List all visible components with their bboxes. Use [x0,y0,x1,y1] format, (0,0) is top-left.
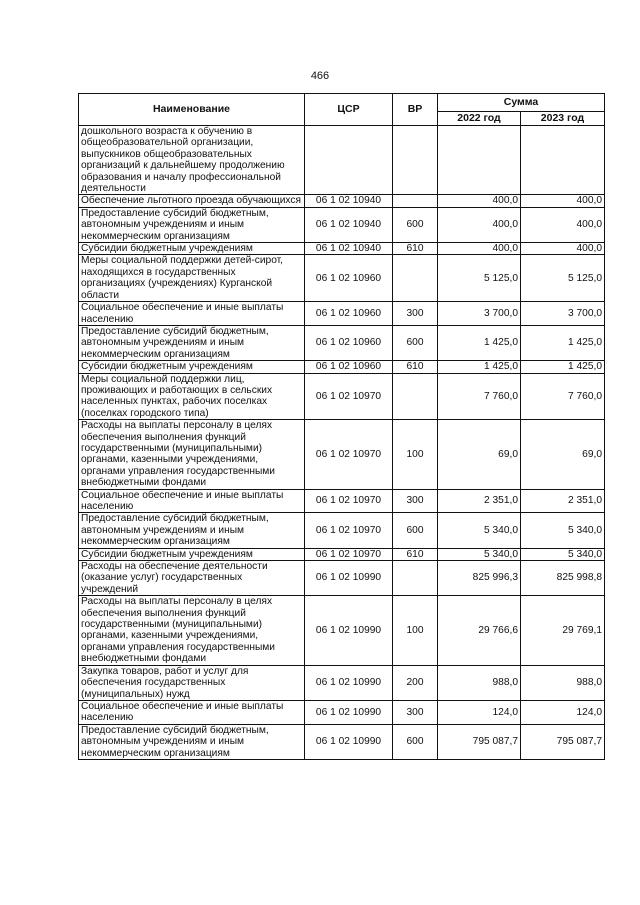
table-row [79,255,605,302]
cell-sum-2023: 5 340,0 [521,513,605,548]
cell-sum-2023: 988,0 [521,665,605,700]
cell-sum-2022 [438,126,521,195]
cell-vr [393,126,438,195]
cell-name: Социальное обеспечение и иные выплаты населению [79,700,305,724]
header-csr: ЦСР [305,94,393,126]
cell-sum-2023: 400,0 [521,207,605,242]
cell-sum-2022: 29 766,6 [438,596,521,665]
cell-sum-2023: 5 340,0 [521,548,605,560]
cell-sum-2022: 400,0 [438,195,521,207]
cell-vr: 200 [393,665,438,700]
table-row [79,420,605,489]
cell-name: Предоставление субсидий бюджетным, автономным учреждениям и иным некоммерческим организациям [79,207,305,242]
cell-name: Расходы на выплаты персоналу в целях обеспечения выполнения функций государственными (муниципальными) органами, казенными учреждениями, органами управления государственными внебюджетными фондами [79,420,305,489]
cell-name: Социальное обеспечение и иные выплаты населению [79,302,305,326]
table-row [79,724,605,759]
table-row [79,126,605,195]
cell-vr [393,195,438,207]
table-body [79,126,605,760]
cell-csr: 06 1 02 10990 [305,700,393,724]
cell-vr: 100 [393,596,438,665]
table-row [79,548,605,560]
table-header [79,94,605,126]
table-row [79,195,605,207]
cell-name: Обеспечение льготного проезда обучающихся [79,195,305,207]
cell-csr: 06 1 02 10990 [305,596,393,665]
cell-csr: 06 1 02 10990 [305,561,393,596]
cell-vr: 300 [393,489,438,513]
header-year-2023: 2023 год [521,112,605,126]
cell-name: Меры социальной поддержки детей-сирот, находящихся в государственных организациях (учреждениях) Курганской области [79,255,305,302]
cell-csr: 06 1 02 10970 [305,373,393,420]
cell-name: Субсидии бюджетным учреждениям [79,243,305,255]
cell-sum-2022: 400,0 [438,243,521,255]
cell-sum-2022: 400,0 [438,207,521,242]
cell-sum-2022: 5 340,0 [438,513,521,548]
cell-sum-2023: 400,0 [521,195,605,207]
cell-sum-2022: 5 340,0 [438,548,521,560]
cell-vr: 600 [393,325,438,360]
table-row [79,373,605,420]
cell-vr: 600 [393,513,438,548]
cell-sum-2023: 69,0 [521,420,605,489]
cell-vr [393,255,438,302]
cell-csr: 06 1 02 10940 [305,195,393,207]
cell-sum-2022: 7 760,0 [438,373,521,420]
cell-name: Социальное обеспечение и иные выплаты населению [79,489,305,513]
cell-csr: 06 1 02 10960 [305,302,393,326]
table-row [79,561,605,596]
cell-sum-2022: 1 425,0 [438,361,521,373]
cell-vr: 600 [393,207,438,242]
cell-vr [393,561,438,596]
cell-sum-2022: 124,0 [438,700,521,724]
table-row [79,665,605,700]
cell-sum-2022: 988,0 [438,665,521,700]
cell-csr: 06 1 02 10940 [305,243,393,255]
cell-name: Меры социальной поддержки лиц, проживающих и работающих в сельских населенных пунктах, рабочих поселках (поселках городского типа) [79,373,305,420]
table-row [79,325,605,360]
cell-name: Предоставление субсидий бюджетным, автономным учреждениям и иным некоммерческим организациям [79,724,305,759]
cell-sum-2023: 124,0 [521,700,605,724]
cell-sum-2023: 825 998,8 [521,561,605,596]
cell-sum-2023: 1 425,0 [521,325,605,360]
cell-name: Расходы на выплаты персоналу в целях обеспечения выполнения функций государственными (муниципальными) органами, казенными учреждениями, органами управления государственными внебюджетными фондами [79,596,305,665]
cell-vr: 610 [393,243,438,255]
cell-sum-2023: 29 769,1 [521,596,605,665]
cell-sum-2023: 5 125,0 [521,255,605,302]
header-vr: ВР [393,94,438,126]
cell-sum-2022: 2 351,0 [438,489,521,513]
cell-sum-2022: 825 996,3 [438,561,521,596]
cell-csr: 06 1 02 10940 [305,207,393,242]
cell-sum-2022: 3 700,0 [438,302,521,326]
cell-csr: 06 1 02 10970 [305,513,393,548]
cell-sum-2022: 5 125,0 [438,255,521,302]
cell-csr: 06 1 02 10960 [305,255,393,302]
cell-sum-2022: 1 425,0 [438,325,521,360]
cell-sum-2022: 795 087,7 [438,724,521,759]
cell-name: Закупка товаров, работ и услуг для обеспечения государственных (муниципальных) нужд [79,665,305,700]
header-name: Наименование [79,94,305,126]
cell-csr: 06 1 02 10990 [305,724,393,759]
header-year-2022: 2022 год [438,112,521,126]
page-number: 466 [310,70,330,82]
cell-csr: 06 1 02 10960 [305,325,393,360]
cell-vr [393,373,438,420]
cell-name: Субсидии бюджетным учреждениям [79,361,305,373]
cell-name: Предоставление субсидий бюджетным, автономным учреждениям и иным некоммерческим организациям [79,513,305,548]
table-row [79,207,605,242]
cell-csr [305,126,393,195]
cell-csr: 06 1 02 10960 [305,361,393,373]
header-sum: Сумма [438,94,605,112]
cell-csr: 06 1 02 10970 [305,548,393,560]
cell-sum-2023: 400,0 [521,243,605,255]
table-row [79,361,605,373]
cell-csr: 06 1 02 10990 [305,665,393,700]
cell-sum-2023: 1 425,0 [521,361,605,373]
cell-vr: 300 [393,302,438,326]
table-row [79,302,605,326]
table-row [79,513,605,548]
cell-name: дошкольного возраста к обучению в общеобразовательной организации, выпускников общеобразовательных организаций к дальнейшему продолжению образования и началу профессиональной деятельности [79,126,305,195]
cell-name: Субсидии бюджетным учреждениям [79,548,305,560]
table-row [79,596,605,665]
cell-vr: 610 [393,548,438,560]
budget-table [78,93,605,760]
cell-sum-2023: 2 351,0 [521,489,605,513]
cell-name: Расходы на обеспечение деятельности (оказание услуг) государственных учреждений [79,561,305,596]
cell-vr: 600 [393,724,438,759]
cell-sum-2023: 7 760,0 [521,373,605,420]
cell-csr: 06 1 02 10970 [305,489,393,513]
table-row [79,700,605,724]
cell-name: Предоставление субсидий бюджетным, автономным учреждениям и иным некоммерческим организациям [79,325,305,360]
cell-sum-2023: 795 087,7 [521,724,605,759]
cell-sum-2022: 69,0 [438,420,521,489]
cell-csr: 06 1 02 10970 [305,420,393,489]
table-row [79,489,605,513]
cell-sum-2023 [521,126,605,195]
cell-vr: 610 [393,361,438,373]
cell-vr: 100 [393,420,438,489]
table-row [79,243,605,255]
cell-sum-2023: 3 700,0 [521,302,605,326]
cell-vr: 300 [393,700,438,724]
